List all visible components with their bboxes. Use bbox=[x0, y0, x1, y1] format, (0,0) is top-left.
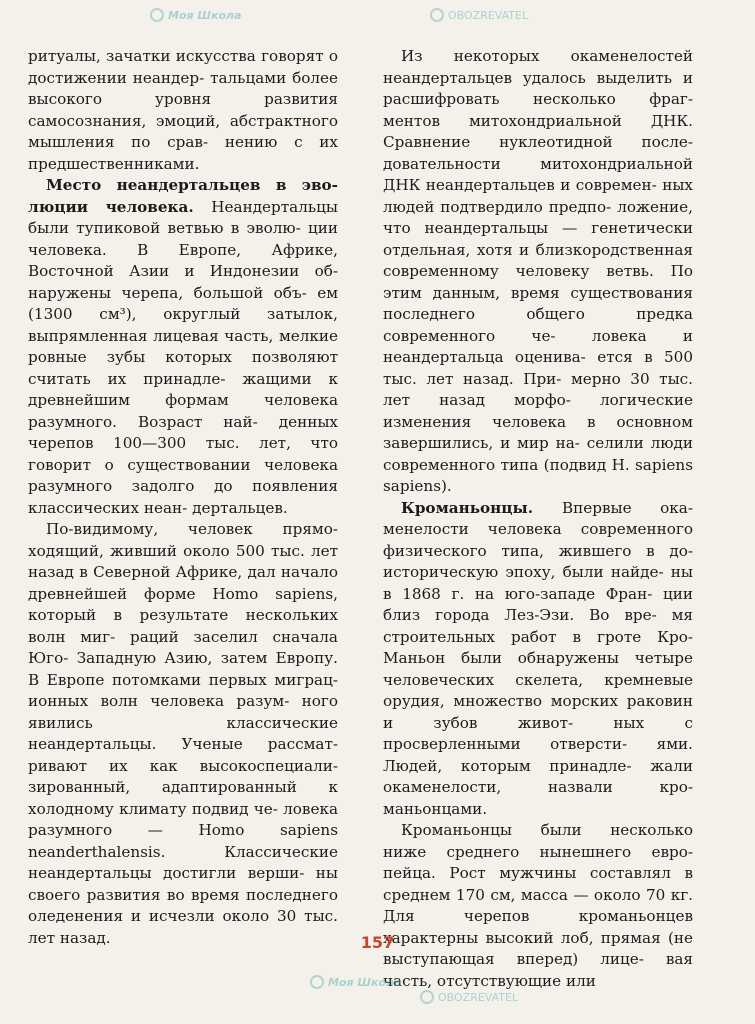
watermark-ring-icon bbox=[420, 990, 434, 1004]
section-heading: Место неандертальцев в эво- люции человека. bbox=[28, 176, 338, 216]
watermark-ring-icon bbox=[310, 975, 324, 989]
paragraph-rituals: ритуалы, зачатки искусства говорят о достижении неандер- тальцами более высокого уровня развития самосознания, эмоций, абстрактного мышления по срав- нению с их предшественниками. bbox=[28, 47, 338, 173]
watermark-ring-icon bbox=[150, 8, 164, 22]
section-heading: Кроманьонцы. bbox=[401, 498, 562, 517]
paragraph-cro-magnon-features: Кроманьонцы были несколько ниже среднего нынешнего евро- пейца. Рост мужчины составлял в среднем 170 см, масса — около 70 кг. Для черепов кроманьонцев характерны высокий лоб, прямая (не выступающая вперед) лице- вая часть, отсутствующие или bbox=[383, 821, 693, 990]
watermark-ring-icon bbox=[430, 8, 444, 22]
paragraph-homo-sapiens-origin: По-видимому, человек прямо- ходящий, живший около 500 тыс. лет назад в Северной Африке, дал начало древнейшей форме Homo sapiens, который в результате нескольких волн миг- раций заселил сначала Юго- Западную Азию, затем Европу. В Европе потомками первых миграц- ионных волн человека разум- ного явились классические неандертальцы. Ученые рассмат- ривают их как высокоспециали- зированный, адаптированный к холодному климату подвид че- ловека разумного — Homo sapiens neanderthalensis. Классические неандертальцы достигли верши- ны своего развития во время последнего оледенения и исчезли около 30 тыс. лет назад. bbox=[28, 520, 339, 947]
right-column bbox=[383, 46, 693, 992]
paragraph-neanderthal-place: Место неандертальцев в эво- люции человека. Неандертальцы были тупиковой ветвью в эволю- ции человека. В Европе, Африке, Восточной Азии и Индонезии об- наружены черепа, большой объ- ем (1300 см³), округлый затылок, выпрямленная лицевая часть, мелкие ровные зубы которых позволяют считать их принадле- жащими к древнейшим формам человека разумного. Возраст най- денных черепов 100—300 тыс. лет, что говорит о существовании человека разумного задолго до появления классических неан- дертальцев. bbox=[28, 176, 339, 517]
watermark: Моя Школа bbox=[310, 975, 402, 989]
left-column bbox=[28, 46, 338, 949]
paragraph-cro-magnon: Кроманьонцы. Впервые ока- менелости человека современного физического типа, жившего в до- историческую эпоху, были найде- ны в 1868 г. на юго-западе Фран- ции близ города Лез-Эзи. Во вре- мя строительных работ в гроте Кро-Маньон были обнаружены четыре человеческих скелета, кремневые орудия, множество морских раковин и зубов живот- ных с просверленными отверсти- ями. Людей, которым принадле- жали окаменелости, назвали кро- маньонцами. bbox=[383, 498, 694, 818]
watermark: OBOZREVATEL bbox=[420, 990, 518, 1004]
watermark: Моя Школа bbox=[150, 8, 242, 22]
watermark: OBOZREVATEL bbox=[430, 8, 528, 22]
page-number: 157 bbox=[360, 933, 395, 952]
paragraph-mitochondrial-dna: Из некоторых окаменелостей неандертальцев удалось выделить и расшифровать несколько фраг- ментов митохондриальной ДНК. Сравнение нуклеотидной после- довательности митохондриальной ДНК неандертальцев и современ- ных людей подтвердило предпо- ложение, что неандертальцы — генетически отдельная, хотя и близкородственная современному человеку ветвь. По этим данным, время существования последнего общего предка современного че- ловека и неандертальца оценива- ется в 500 тыс. лет назад. При- мерно 30 тыс. лет назад морфо- логические изменения человека в основном завершились, и мир на- селили люди современного типа (подвид Н. sapiens sapiens). bbox=[383, 47, 694, 495]
